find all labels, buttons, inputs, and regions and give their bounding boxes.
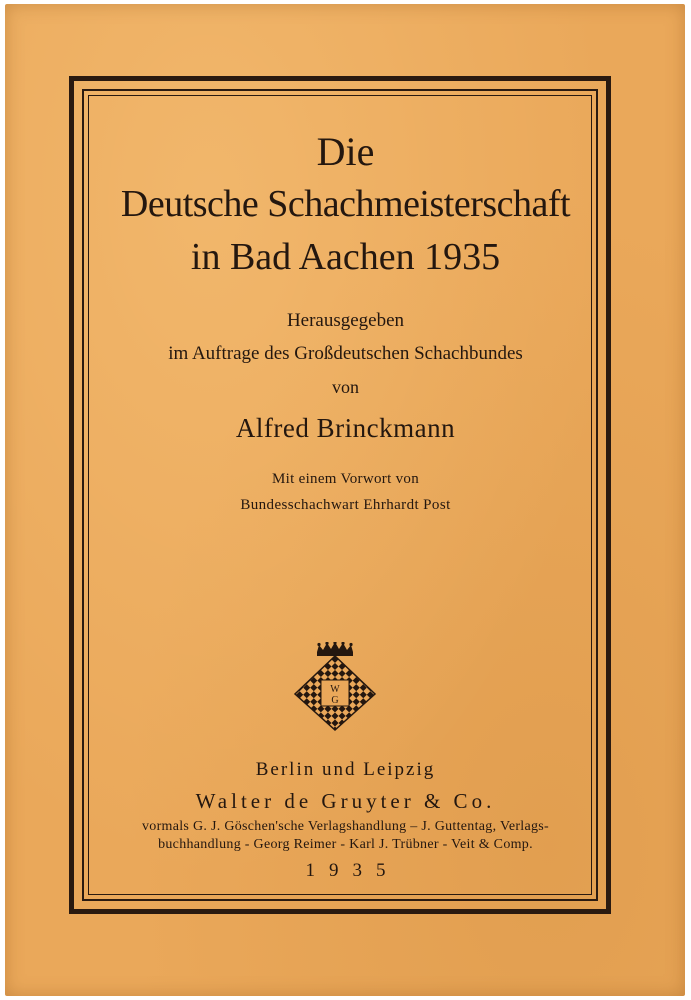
foreword-author: Bundesschachwart Ehrhardt Post <box>240 497 451 513</box>
publication-year: 1935 <box>305 860 400 881</box>
svg-text:G: G <box>331 695 339 706</box>
by-label: von <box>332 377 359 397</box>
crown-icon <box>317 642 353 656</box>
author-name: Alfred Brinckmann <box>235 413 456 443</box>
title-line-3: in Bad Aachen 1935 <box>190 236 501 278</box>
edited-label: Herausgegeben <box>286 310 405 331</box>
commission-line: im Auftrage des Großdeutschen Schachbundes <box>168 343 523 364</box>
svg-text:W: W <box>330 684 340 695</box>
publishing-place: Berlin und Leipzig <box>255 759 436 780</box>
publisher-history-line-1: vormals G. J. Göschen'sche Verlagshandlung – J. Guttentag, Verlags- <box>141 819 550 834</box>
publisher-emblem-icon <box>293 642 377 732</box>
publisher-name: Walter de Gruyter & Co. <box>195 789 496 813</box>
foreword-label: Mit einem Vorwort von <box>272 471 419 487</box>
title-line-2: Deutsche Schachmeisterschaft <box>120 183 571 225</box>
title-line-1: Die <box>316 129 375 174</box>
publisher-history-line-2: buchhandlung - Georg Reimer - Karl J. Trübner - Veit & Comp. <box>158 837 533 852</box>
